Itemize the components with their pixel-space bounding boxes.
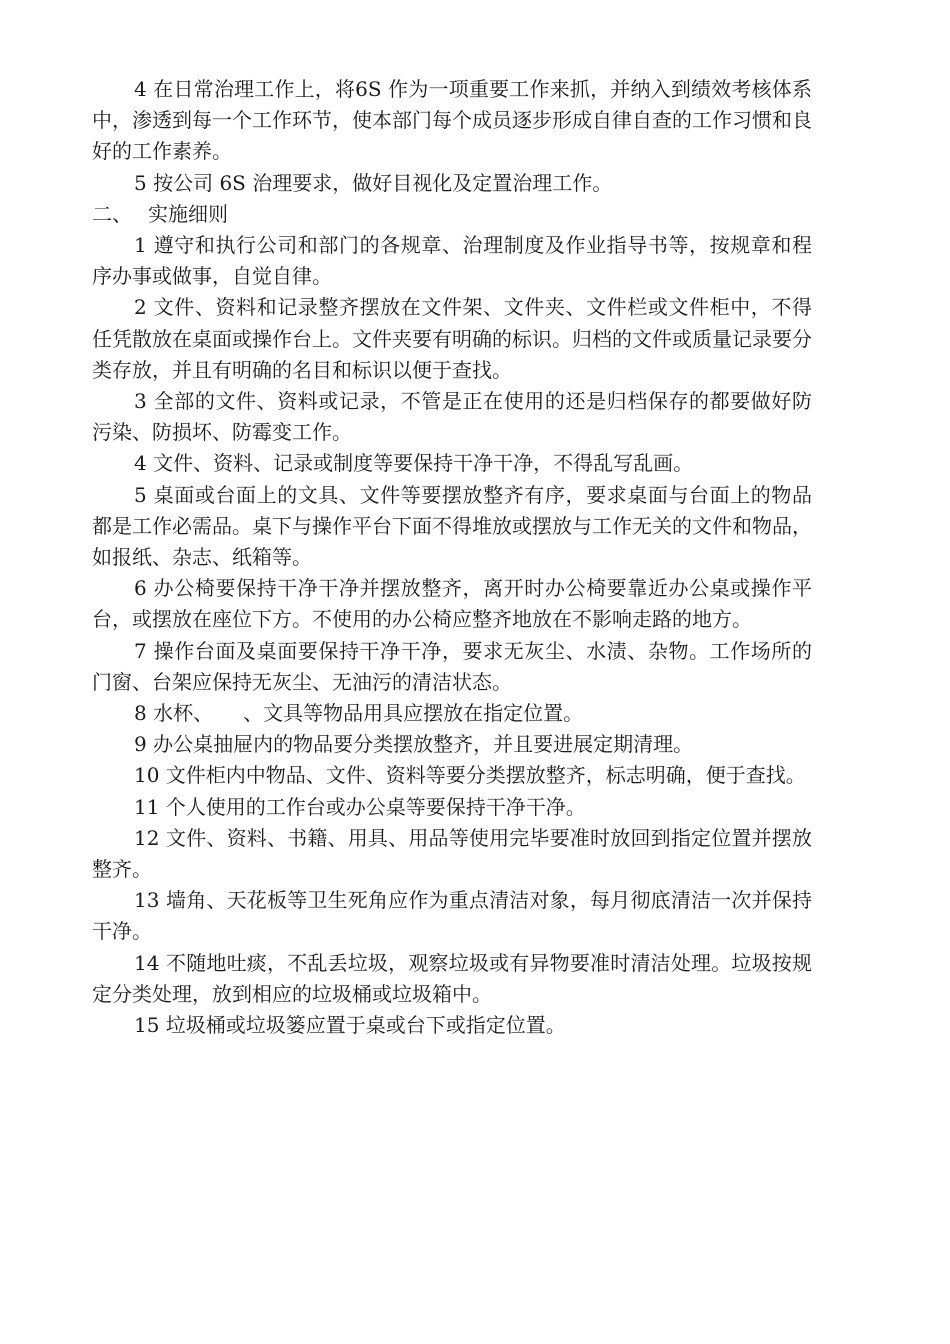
rule-item-5: 5 桌面或台面上的文具、文件等要摆放整齐有序，要求桌面与台面上的物品都是工作必需品。桌下与操作平台下面不得堆放或摆放与工作无关的文件和物品，如报纸、杂志、纸箱等。 (92, 482, 812, 570)
rule-item-14: 14 不随地吐痰，不乱丢垃圾，观察垃圾或有异物要准时清洁处理。垃圾按规定分类处理，放到相应的垃圾桶或垃圾箱中。 (92, 950, 812, 1006)
section-number: 二、 (92, 201, 132, 226)
section-title: 实施细则 (148, 201, 228, 226)
rule-item-8: 8 水杯、 、文具等物品用具应摆放在指定位置。 (134, 701, 584, 726)
rule-item-6: 6 办公椅要保持干净干净并摆放整齐，离开时办公椅要靠近办公桌或操作平台，或摆放在座位下方。不使用的办公椅应整齐地放在不影响走路的地方。 (92, 576, 812, 632)
rule-item-12: 12 文件、资料、书籍、用具、用品等使用完毕要准时放回到指定位置并摆放整齐。 (92, 825, 812, 882)
paragraph-item-5: 5 按公司 6S 治理要求，做好目视化及定置治理工作。 (134, 170, 613, 195)
rule-item-1: 1 遵守和执行公司和部门的各规章、治理制度及作业指导书等，按规章和程序办事或做事，自觉自律。 (92, 233, 812, 289)
rule-item-3: 3 全部的文件、资料或记录，不管是正在使用的还是归档保存的都要做好防污染、防损坏、防霉变工作。 (92, 389, 812, 445)
paragraph-item-4: 4 在日常治理工作上，将6S 作为一项重要工作来抓，并纳入到绩效考核体系中，渗透到每一个工作环节，使本部门每个成员逐步形成自律自查的工作习惯和良好的工作素养。 (92, 77, 812, 164)
rule-item-4: 4 文件、资料、记录或制度等要保持干净干净，不得乱写乱画。 (134, 451, 694, 476)
rule-item-13: 13 墙角、天花板等卫生死角应作为重点清洁对象，每月彻底清洁一次并保持干净。 (92, 888, 812, 944)
document-body (92, 74, 812, 1041)
rule-item-15: 15 垃圾桶或垃圾篓应置于桌或台下或指定位置。 (134, 1013, 566, 1038)
rule-item-11: 11 个人使用的工作台或办公桌等要保持干净干净。 (134, 794, 586, 819)
rule-item-10: 10 文件柜内中物品、文件、资料等要分类摆放整齐，标志明确，便于查找。 (134, 763, 806, 788)
rule-item-9: 9 办公桌抽屉内的物品要分类摆放整齐，并且要进展定期清理。 (134, 732, 694, 757)
rule-item-2: 2 文件、资料和记录整齐摆放在文件架、文件夹、文件栏或文件柜中，不得任凭散放在桌面或操作台上。文件夹要有明确的标识。归档的文件或质量记录要分类存放，并且有明确的名目和标识以便于查找。 (92, 295, 812, 382)
rule-item-7: 7 操作台面及桌面要保持干净干净，要求无灰尘、水渍、杂物。工作场所的门窗、台架应保持无灰尘、无油污的清洁状态。 (92, 638, 812, 694)
section-heading (92, 199, 812, 230)
